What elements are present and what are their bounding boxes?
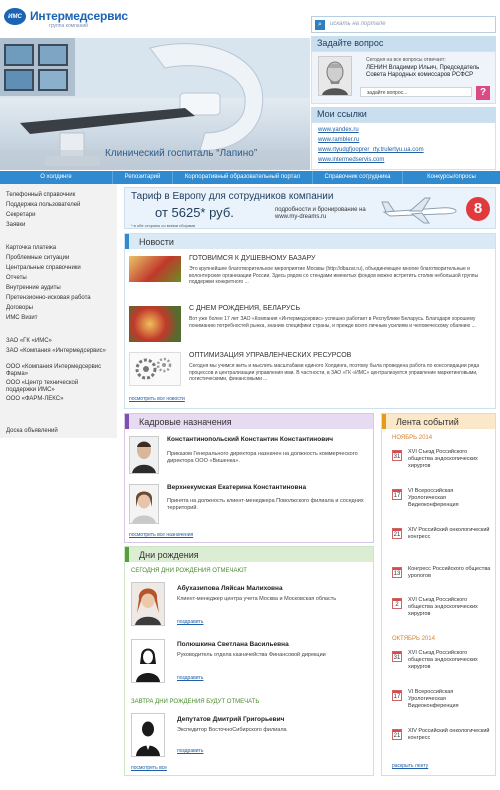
banner-footnote: * в обе стороны со всеми сборами (131, 223, 196, 228)
event-day: 31 (393, 655, 401, 661)
calendar-icon (392, 690, 402, 701)
promo-banner[interactable] (124, 187, 496, 229)
appointments-section (124, 413, 374, 543)
question-input-placeholder: задайте вопрос... (367, 90, 408, 96)
event-title[interactable]: VI Всероссийская Урологическая Видеоконференция (408, 488, 459, 508)
news-item-text: Вот уже более 17 лет ЗАО «Компания «Интермедсервис» успешно работает в Республике Беларусь. Благодаря хорошему пониманию потребностей рынка, знанию специфики страны, и прежде всего личным усилиям и человеческому обаянию ... (189, 316, 476, 329)
ask-question-header: Задайте вопрос (311, 36, 496, 51)
birthday-position: Руководитель отдела казначейства Финансовой дирекции (177, 652, 326, 658)
person-placeholder (131, 713, 165, 757)
person-photo (131, 582, 165, 626)
all-news-link[interactable]: посмотреть все новости (129, 396, 185, 402)
person-photo (129, 436, 159, 474)
events-month: НОЯБРЬ 2014 (392, 435, 433, 441)
appointee-name[interactable]: Верхнекумская Екатерина Константиновна (167, 484, 307, 491)
event-title[interactable]: XVI Съезд Российского общества эндоскопических хирургов (408, 597, 478, 617)
tomorrow-label: ЗАВТРА ДНИ РОЖДЕНИЯ БУДУТ ОТМЕЧАТЬ (131, 699, 260, 705)
birthday-position: Экспедитор ВосточноСибирского филиала (177, 727, 287, 733)
nav-item-edu-portal[interactable]: Корпоративный образовательный портал (173, 171, 313, 184)
sidebar-item[interactable]: Заявки (6, 222, 26, 228)
news-image[interactable] (129, 256, 181, 282)
banner-title: Тариф в Европу для сотрудников компании (131, 191, 334, 202)
hero-caption: Клинический госпиталь “Лапино” (105, 148, 258, 159)
user-silhouette-icon (132, 640, 164, 682)
news-item-title[interactable]: ГОТОВИМСЯ К ДУШЕВНОМУ БАЗАРУ (189, 255, 316, 262)
calendar-icon (392, 567, 402, 578)
user-silhouette-icon (132, 714, 164, 756)
my-links-panel (311, 122, 496, 170)
news-item-title[interactable]: ОПТИМИЗАЦИЯ УПРАВЛЕНЧЕСКИХ РЕСУРСОВ (189, 352, 352, 359)
event-day: 21 (393, 532, 401, 538)
my-link[interactable]: www.rtyudgfjooprer_rty.trulertyu.ua.com (318, 147, 424, 153)
event-day: 17 (393, 493, 401, 499)
event-title[interactable]: Конгресс Российского общества урологов (408, 566, 491, 579)
sidebar-item[interactable]: Внутренние аудиты (6, 285, 61, 291)
search-icon[interactable]: ⌕ (315, 20, 325, 30)
banner-details: подробности и бронирование на www.my-dreams.ru (275, 207, 366, 220)
event-title[interactable]: XVI Съезд Российского общества эндоскопических хирургов (408, 449, 478, 469)
congratulate-link[interactable]: поздравить (177, 748, 204, 754)
news-section (124, 233, 496, 409)
birthday-name[interactable]: Абухазипова Ляйсан Малиховна (177, 585, 283, 592)
event-day: 21 (393, 733, 401, 739)
sidebar-item[interactable]: Договоры (6, 305, 33, 311)
airline-logo: 8 (466, 197, 490, 221)
sidebar-item[interactable]: Центральные справочники (6, 265, 81, 271)
appointee-text: Принята на должность клиент-менеджера Поволжского филиала и соседних территорий. (167, 498, 364, 511)
sidebar-company[interactable]: ООО «Центр технической поддержки ИМС» (6, 380, 79, 393)
today-label: СЕГОДНЯ ДНИ РОЖДЕНИЯ ОТМЕЧАЮТ (131, 568, 247, 574)
sidebar-item[interactable]: Телефонный справочник (6, 192, 76, 198)
sidebar-company[interactable]: ООО «ФАРМ-ЛЕКС» (6, 396, 64, 402)
appointments-title: Кадровые назначения (139, 417, 232, 427)
banner-price: от 5625* руб. (155, 205, 234, 220)
congratulate-link[interactable]: поздравить (177, 619, 204, 625)
events-feed (381, 413, 496, 776)
logo-name[interactable]: Интермедсервис (30, 9, 128, 23)
sidebar-item[interactable]: ИМС Визит (6, 315, 38, 321)
search-input[interactable]: искать на портале (330, 21, 386, 27)
main-nav (0, 171, 500, 184)
event-day: 2 (395, 602, 399, 608)
sidebar-item[interactable]: Карточка платежа (6, 245, 57, 251)
appointments-header (125, 414, 373, 429)
responder-name: ЛЕНИН Владимир Ильич, Председатель Совета Народных комиссаров РСФСР (366, 65, 480, 78)
event-title[interactable]: XIV Российский онкологический конгресс (408, 527, 490, 540)
responder-portrait (318, 56, 352, 96)
sidebar-company[interactable]: ООО «Компания Интермедсервис Фарма» (6, 364, 102, 377)
news-image[interactable] (129, 352, 181, 386)
person-placeholder (131, 639, 165, 683)
responder-intro: Сегодня на все вопросы отвечает: (366, 57, 446, 63)
sidebar-company[interactable]: ЗАО «Компания «Интермедсервис» (6, 348, 106, 354)
event-day: 13 (393, 571, 401, 577)
my-link[interactable]: www.yandex.ru (318, 127, 359, 133)
news-item-text: Это крупнейшее благотворительное мероприятие Москвы (http://dbazar.ru), объединяющее многие благотворительные и волонтерские организации России. Здесь рядом со стендами именитых фондов можно встретить столик небольшой группы поддержки конкретного ... (189, 266, 479, 286)
nav-item-employee-directory[interactable]: Справочник сотрудника (313, 171, 403, 184)
event-day: 17 (393, 694, 401, 700)
nav-item-contests[interactable]: Конкурсы/опросы (427, 174, 476, 180)
news-header (125, 234, 495, 249)
calendar-icon (392, 598, 402, 609)
logo-subtitle: группа компаний (49, 23, 88, 29)
events-month: ОКТЯБРЬ 2014 (392, 636, 435, 642)
appointee-name[interactable]: Константинопольский Константин Константинович (167, 436, 333, 443)
expand-feed-link[interactable]: раскрыть ленту (392, 763, 429, 769)
news-title: Новости (139, 237, 174, 247)
news-item-text: Сегодня мы учимся жить и мыслить масштабами единого Холдинга, поэтому была проведена работа по консолидации ряда процессов и централизации управления ими. В частности, в ЗАО «ГК «ИМС» централизуется управление маркетинговыми, логистическими, финансовыми ... (189, 363, 480, 383)
calendar-icon (392, 651, 402, 662)
appointee-text: Приказом Генерального директора назначен на должность коммерческого директора ООО «Вишенка». (167, 451, 358, 464)
person-photo (129, 484, 159, 524)
news-image[interactable] (129, 306, 181, 342)
sidebar-company[interactable]: ЗАО «ГК «ИМС» (6, 338, 52, 344)
my-link[interactable]: www.rambler.ru (318, 137, 360, 143)
logo-badge[interactable]: ИМС (4, 8, 26, 25)
gears-icon (130, 353, 180, 385)
calendar-icon (392, 450, 402, 461)
submit-question-button[interactable]: ? (476, 86, 490, 100)
nav-item-holding[interactable]: О холдинге (0, 171, 113, 184)
birthday-name[interactable]: Полюшкина Светлана Васильевна (177, 641, 289, 648)
calendar-icon (392, 489, 402, 500)
my-link[interactable]: www.intermedservis.com (318, 157, 385, 163)
events-title: Лента событий (396, 417, 459, 427)
birthdays-header (125, 547, 373, 562)
calendar-icon (392, 729, 402, 740)
birthdays-title: Дни рождения (139, 550, 199, 560)
ask-question-panel (311, 51, 496, 104)
sidebar-item[interactable]: Секретари (6, 212, 36, 218)
sidebar-item[interactable]: Отчеты (6, 275, 27, 281)
sidebar-item[interactable]: Поддержка пользователей (6, 202, 81, 208)
birthday-name[interactable]: Депутатов Дмитрий Григорьевич (177, 716, 285, 723)
all-appointments-link[interactable]: посмотреть все назначения (129, 532, 194, 538)
my-links-header: Мои ссылки (311, 107, 496, 122)
question-input[interactable] (360, 87, 472, 97)
birthdays-section (124, 546, 374, 776)
news-item-title[interactable]: С ДНЕМ РОЖДЕНИЯ, БЕЛАРУСЬ (189, 305, 301, 312)
all-birthdays-link[interactable]: посмотреть все (131, 765, 167, 771)
sidebar (0, 184, 117, 438)
event-day: 31 (393, 454, 401, 460)
nav-item-repository[interactable]: Репозитарий (113, 171, 173, 184)
congratulate-link[interactable]: поздравить (177, 675, 204, 681)
event-title[interactable]: XIV Российский онкологический конгресс (408, 728, 490, 741)
event-title[interactable]: XVI Съезд Российского общества эндоскопических хирургов (408, 650, 478, 670)
airplane-icon (380, 194, 460, 224)
event-title[interactable]: VI Всероссийская Урологическая Видеоконференция (408, 689, 459, 709)
events-header (382, 414, 495, 429)
birthday-position: Клиент-менеджер центра учета Москва и Московская область (177, 596, 337, 602)
sidebar-item[interactable]: Претензионно-исковая работа (6, 295, 91, 301)
sidebar-item[interactable]: Проблемные ситуации (6, 255, 70, 261)
sidebar-item[interactable]: Доска объявлений (6, 428, 58, 434)
calendar-icon (392, 528, 402, 539)
search-box[interactable] (311, 16, 496, 33)
